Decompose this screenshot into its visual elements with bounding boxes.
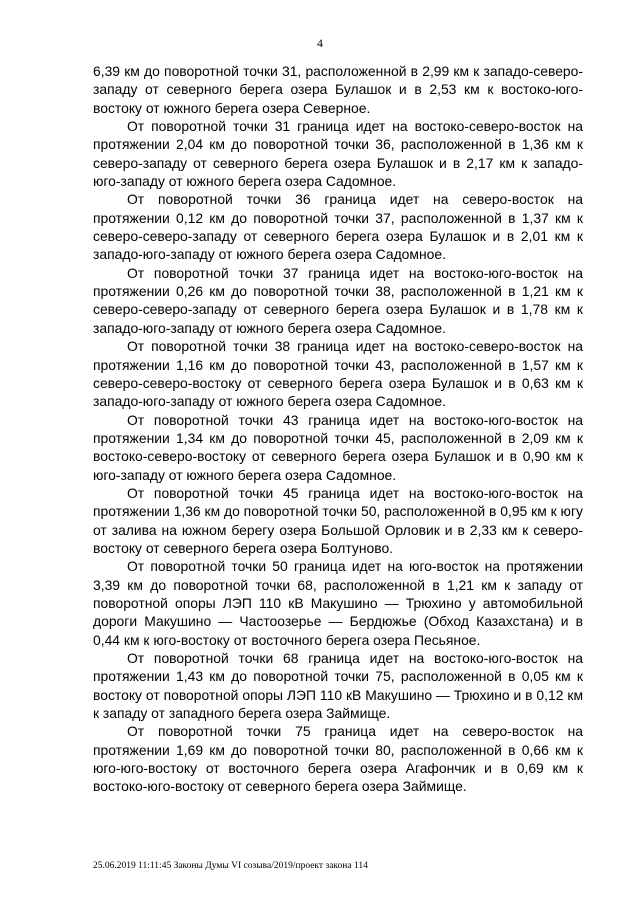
paragraph: От поворотной точки 75 граница идет на северо-восток на протяжении 1,69 км до поворотной точки 80, расположенной в 0,66 км к юго-юго-востоку от восточного берега озера Агафончик и в 0,69 км к востоко-юго-востоку от северного берега озера Займище.: [93, 723, 583, 795]
paragraph: От поворотной точки 50 граница идет на юго-восток на протяжении 3,39 км до поворотной точки 68, расположенной в 1,21 км к западу от поворотной опоры ЛЭП 110 кВ Макушино — Трюхино у автомобильной дороги Макушино — Частоозерье — Бердюжье (Обход Казахстана) и в 0,44 км к юго-востоку от восточного берега озера Песьяное.: [93, 558, 583, 648]
paragraph: От поворотной точки 68 граница идет на востоко-юго-восток на протяжении 1,43 км до поворотной точки 75, расположенной в 0,05 км к востоку от поворотной опоры ЛЭП 110 кВ Макушино — Трюхино и в 0,12 км к западу от западного берега озера Займище.: [93, 650, 583, 722]
paragraph: От поворотной точки 45 граница идет на востоко-юго-восток на протяжении 1,36 км до поворотной точки 50, расположенной в 0,95 км к югу от залива на южном берегу озера Большой Орловик и в 2,33 км к северо-востоку от северного берега озера Болтуново.: [93, 484, 583, 556]
paragraph: 6,39 км до поворотной точки 31, расположенной в 2,99 км к западо-северо-западу от северного берега озера Булашок и в 2,53 км к востоко-юго-востоку от южного берега озера Северное.: [93, 63, 583, 116]
document-footer: 25.06.2019 11:11:45 Законы Думы VI созыва/2019/проект закона 114: [93, 861, 368, 871]
paragraph: От поворотной точки 37 граница идет на востоко-юго-восток на протяжении 0,26 км до поворотной точки 38, расположенной в 1,21 км к северо-северо-западу от северного берега озера Булашок и в 1,78 км к западо-юго-западу от южного берега озера Садомное.: [93, 264, 583, 336]
page-number: 4: [317, 36, 323, 50]
paragraph: От поворотной точки 38 граница идет на востоко-северо-восток на протяжении 1,16 км до поворотной точки 43, расположенной в 1,57 км к северо-северо-востоку от северного берега озера Булашок и в 0,63 км к западо-юго-западу от южного берега озера Садомное.: [93, 338, 583, 410]
paragraph: От поворотной точки 31 граница идет на востоко-северо-восток на протяжении 2,04 км до поворотной точки 36, расположенной в 1,36 км к северо-западу от северного берега озера Булашок и в 2,17 км к западо-юго-западу от южного берега озера Садомное.: [93, 118, 583, 190]
paragraph: От поворотной точки 36 граница идет на северо-восток на протяжении 0,12 км до поворотной точки 37, расположенной в 1,37 км к северо-северо-западу от северного берега озера Булашок и в 2,01 км к западо-юго-западу от южного берега озера Садомное.: [93, 191, 583, 263]
paragraph: От поворотной точки 43 граница идет на востоко-юго-восток на протяжении 1,34 км до поворотной точки 45, расположенной в 2,09 км к востоко-северо-востоку от северного берега озера Булашок и в 0,90 км к юго-западу от южного берега озера Садомное.: [93, 411, 583, 483]
document-body: [93, 62, 583, 796]
